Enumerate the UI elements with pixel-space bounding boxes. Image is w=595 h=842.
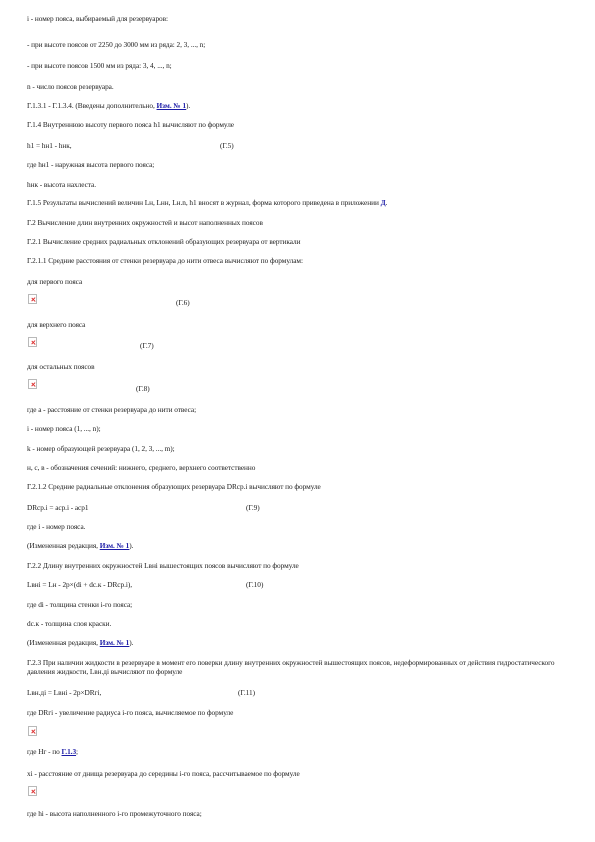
section-g15-text: Г.1.5 Результаты вычислений величин Lн, Lнн, Lн.n, h1 вносят в журнал, форма которого приведена в приложении [27,198,379,207]
formula-g10: Lвнi = Lн - 2p×(di + dс.к - DRср.i), [27,580,132,589]
broken-image-icon [28,337,37,347]
where-hg-text: где Hг - по [27,747,60,756]
xi-def: xi - расстояние от днища резервуара до середины i-го пояса, рассчитываемое по формуле [27,769,300,778]
first-belt-label: для первого пояса [27,277,83,286]
where-hi: где hi - высота наполненного i-го промежуточного пояса; [27,809,202,818]
where-h1: где hн1 - наружная высота первого пояса; [27,160,155,169]
amendment-note-3 [27,638,133,647]
formula-g7-number: (Г.7) [140,341,154,350]
top-belt-label: для верхнего пояса [27,320,86,329]
where-dr: где DRгi - увеличение радиуса i-го пояса, вычисляемое по формуле [27,708,234,717]
section-g212: Г.2.1.2 Средние радиальные отклонения образующих резервуара DRср.i вычисляют по формуле [27,482,321,491]
amendment-text: Г.1.3.1 - Г.1.3.4. (Введены дополнительно, [27,101,155,110]
overlap-height-def: hнк - высота нахлеста. [27,180,96,189]
where-hg-tail: ; [76,747,79,756]
formula-g11-number: (Г.11) [238,688,256,697]
belt-number-def: i - номер пояса, выбираемый для резервуаров: [27,14,169,23]
generatrix-index-def: k - номер образующей резервуара (1, 2, 3, ..., m); [27,444,175,453]
formula-g8-number: (Г.8) [136,384,150,393]
broken-image-icon [28,379,37,389]
formula-g6-number: (Г.6) [176,298,190,307]
paint-thickness-def: dс.к - толщина слоя краски. [27,619,112,628]
amendment-text: (Измененная редакция, [27,541,98,550]
amendment-tail: ). [129,638,134,647]
section-g2-heading: Г.2 Вычисление длин внутренних окружностей и высот наполненных поясов [27,218,263,227]
broken-image-icon [28,726,37,736]
belt-count-def: n - число поясов резервуара. [27,82,114,91]
amendment-tail: ). [186,101,191,110]
section-g22: Г.2.2 Длину внутренних окружностей Lвнi вышестоящих поясов вычисляют по формуле [27,561,299,570]
broken-image-icon [28,294,37,304]
broken-image-icon [28,786,37,796]
amendment-note-1 [27,101,190,110]
formula-g10-number: (Г.10) [246,580,264,589]
other-belts-label: для остальных поясов [27,362,95,371]
formula-g5: h1 = hн1 - hнк, [27,141,72,150]
section-g15 [27,198,387,207]
appendix-d-link[interactable]: Д [380,198,386,207]
formula-g11: Lвн.дi = Lвнi - 2p×DRгi, [27,688,102,697]
section-g23: Г.2.3 При наличии жидкости в резервуаре в момент его поверки длину внутренних окружностей вышестоящих поясов, недеформированных от действия гидростатического давления жидкости, Lвн.дi вычисляют по формуле [27,658,555,676]
sections-def: н, с, в - обозначения сечений: нижнего, среднего, верхнего соответственно [27,463,256,472]
amendment-link[interactable]: Изм. № 1 [99,638,130,647]
belt-range-2250: - при высоте поясов от 2250 до 3000 мм из ряда: 2, 3, ..., n; [27,40,206,49]
amendment-link[interactable]: Изм. № 1 [156,101,187,110]
wall-thickness-def: где di - толщина стенки i-го пояса; [27,600,133,609]
amendment-tail: ). [129,541,134,550]
section-g211: Г.2.1.1 Средние расстояния от стенки резервуара до нити отвеса вычисляют по формулам: [27,256,303,265]
formula-g9-number: (Г.9) [246,503,260,512]
where-hg [27,747,78,756]
amendment-note-2 [27,541,133,550]
where-a: где a - расстояние от стенки резервуара до нити отвеса; [27,405,197,414]
section-g14: Г.1.4 Внутреннюю высоту первого пояса h1 вычисляют по формуле [27,120,234,129]
section-g15-tail: . [385,198,388,207]
formula-g9: DRср.i = aср.i - aср1 [27,503,89,512]
belt-range-1500: - при высоте поясов 1500 мм из ряда: 3, 4, ..., n; [27,61,172,70]
belt-index-def: i - номер пояса (1, ..., n); [27,424,101,433]
formula-g5-number: (Г.5) [220,141,234,150]
amendment-text: (Измененная редакция, [27,638,98,647]
ref-g13-link[interactable]: Г.1.3 [61,747,77,756]
where-i: где i - номер пояса. [27,522,86,531]
section-g21: Г.2.1 Вычисление средних радиальных отклонений образующих резервуара от вертикали [27,237,301,246]
amendment-link[interactable]: Изм. № 1 [99,541,130,550]
